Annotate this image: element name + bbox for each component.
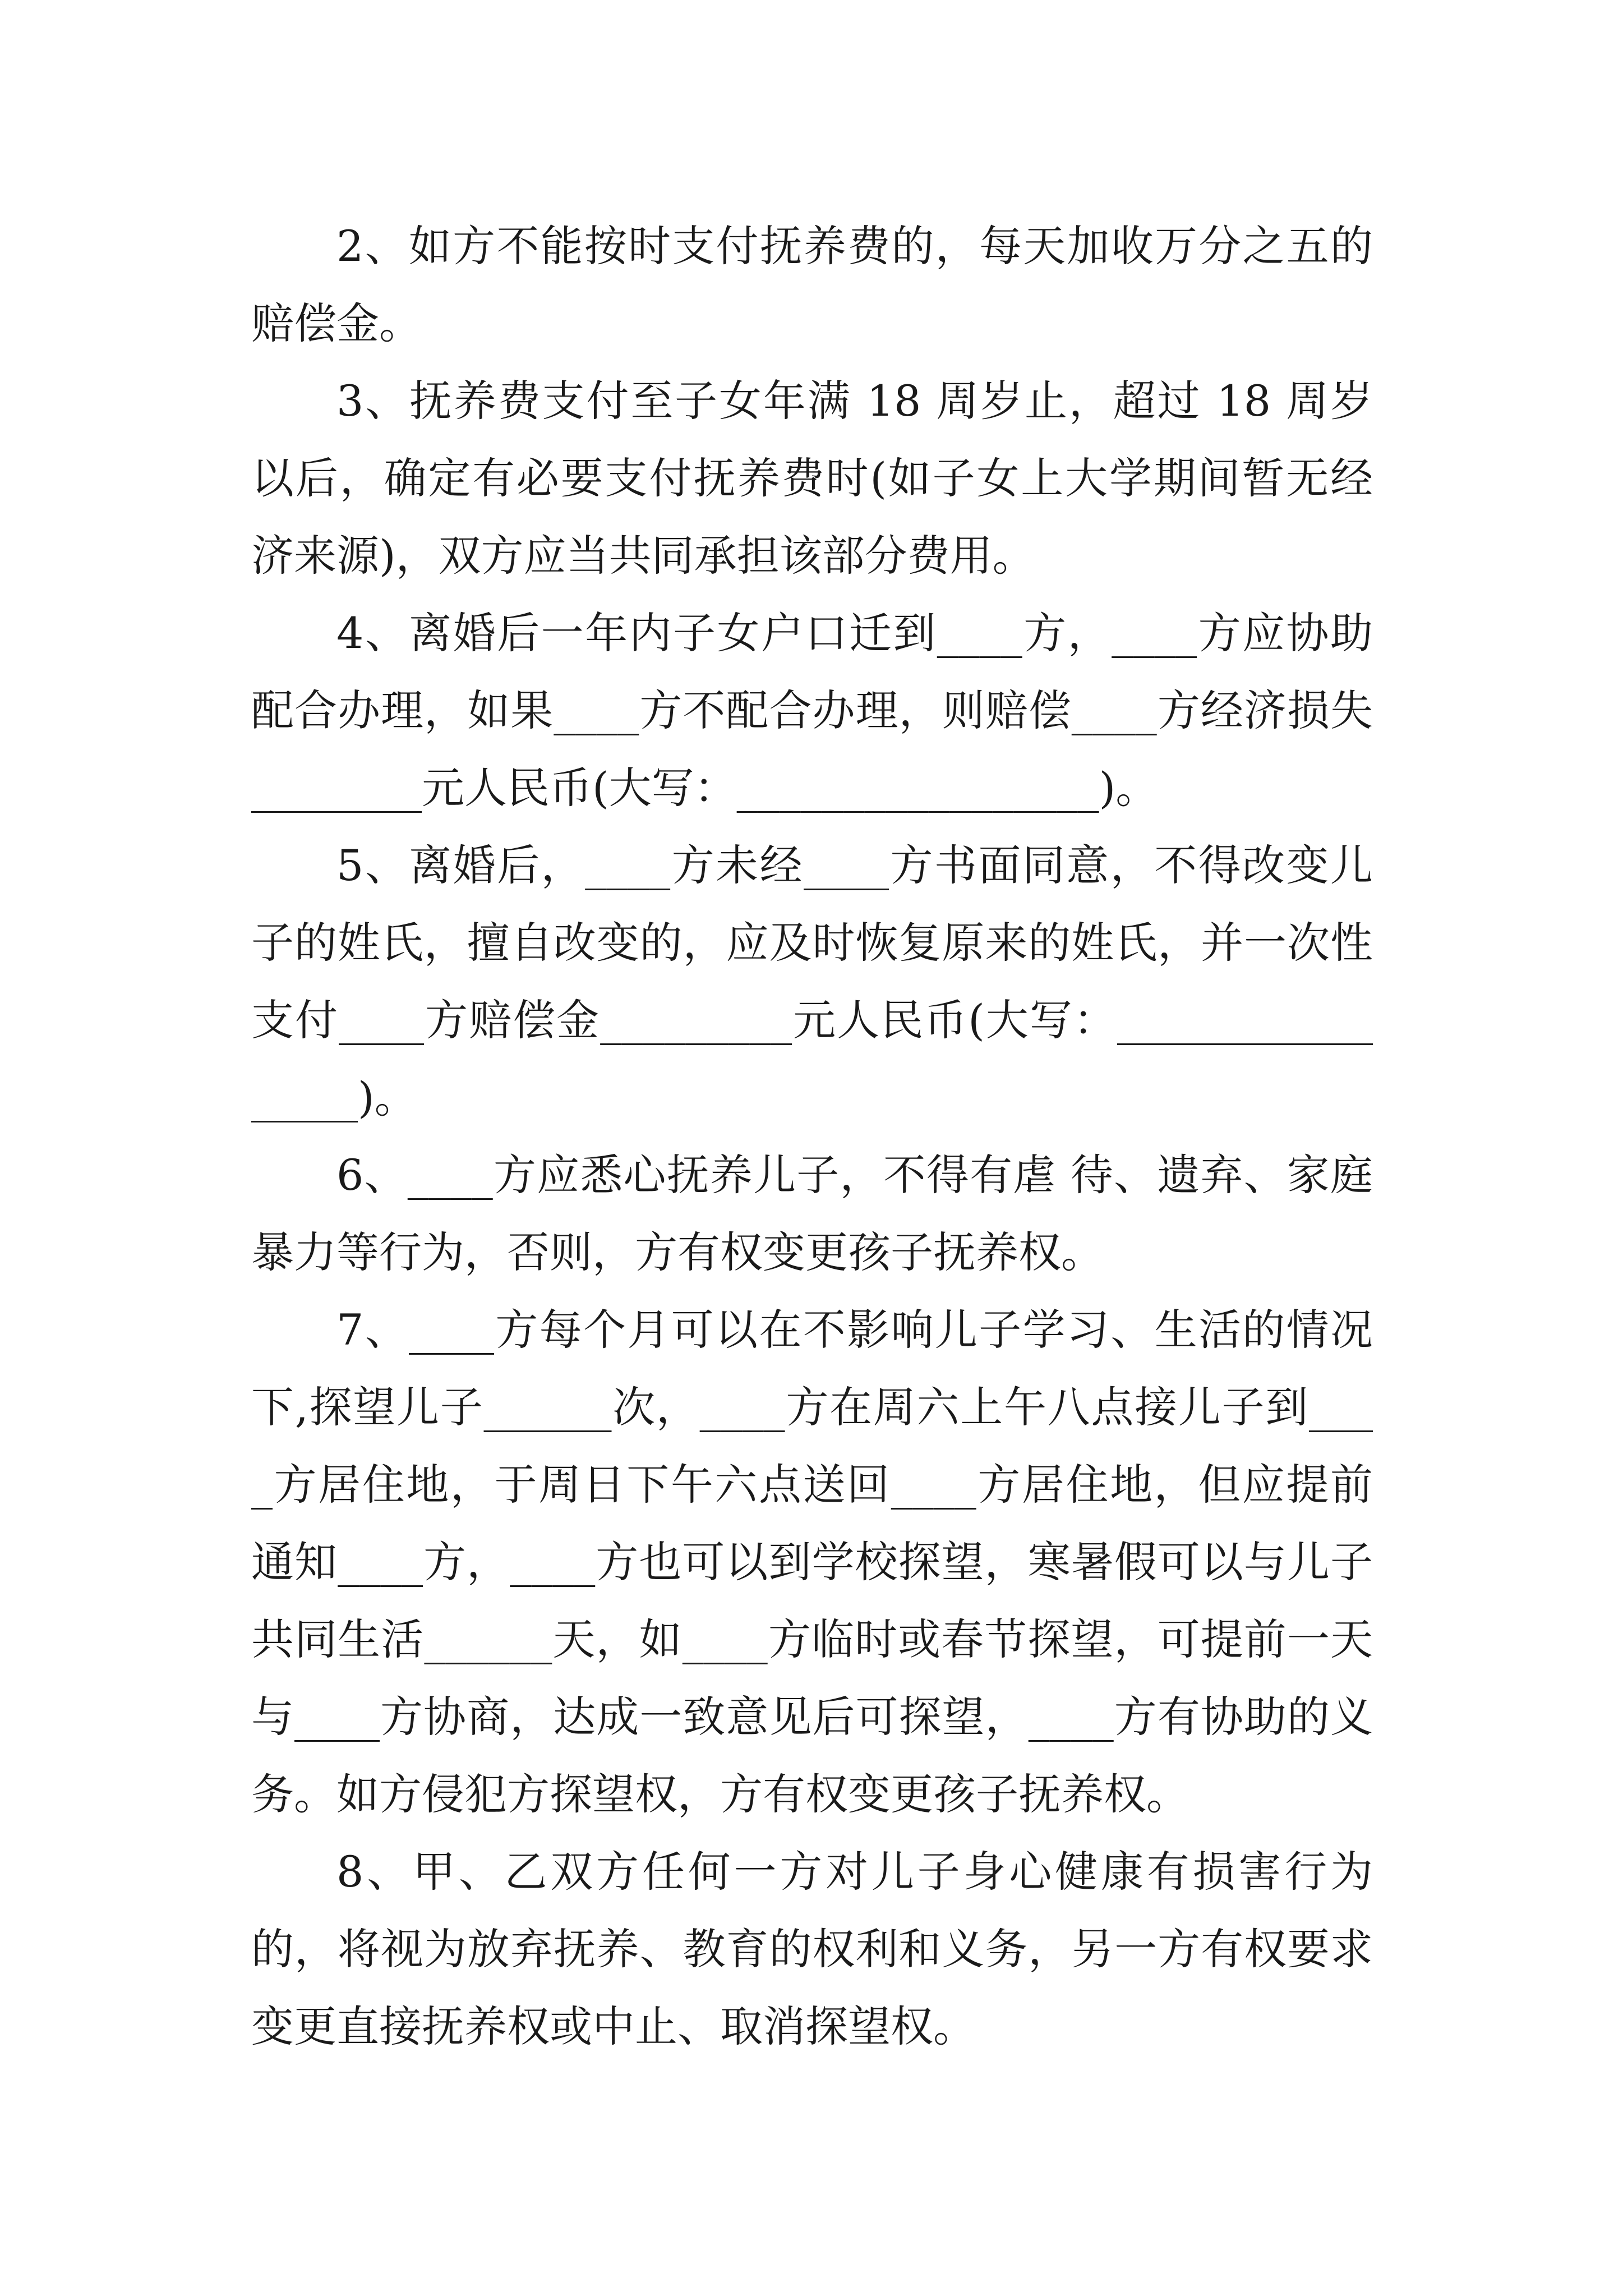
clause-3: 3、抚养费支付至子女年满 18 周岁止，超过 18 周岁以后，确定有必要支付抚养费时(如子女上大学期间暂无经济来源)，双方应当共同承担该部分费用。 bbox=[251, 376, 1373, 581]
clause-8: 8、甲、乙双方任何一方对儿子身心健康有损害行为的，将视为放弃抚养、教育的权利和义务，另一方有权要求变更直接抚养权或中止、取消探望权。 bbox=[251, 1847, 1373, 2051]
clause-4: 4、离婚后一年内子女户口迁到____方，____方应协助配合办理，如果____方不配合办理，则赔偿____方经济损失________元人民币(大写：_________________)。 bbox=[251, 608, 1373, 813]
clause-2: 2、如方不能按时支付抚养费的，每天加收万分之五的赔偿金。 bbox=[251, 221, 1373, 348]
document-body bbox=[251, 208, 1373, 2065]
clause-5: 5、离婚后，____方未经____方书面同意，不得改变儿子的姓氏，擅自改变的，应及时恢复原来的姓氏，并一次性支付____方赔偿金_________元人民币(大写：_________________)。 bbox=[251, 840, 1373, 1122]
clause-7: 7、____方每个月可以在不影响儿子学习、生活的情况下,探望儿子______次，____方在周六上午八点接儿子到____方居住地，于周日下午六点送回____方居住地，但应提前通知____方，____方也可以到学校探望，寒暑假可以与儿子共同生活______天，如____方临时或春节探望，可提前一天与____方协商，达成一致意见后可探望，____方有协助的义务。如方侵犯方探望权，方有权变更孩子抚养权。 bbox=[251, 1305, 1373, 1819]
clause-6: 6、____方应悉心抚养儿子，不得有虐 待、遗弃、家庭暴力等行为，否则，方有权变更孩子抚养权。 bbox=[251, 1150, 1373, 1277]
